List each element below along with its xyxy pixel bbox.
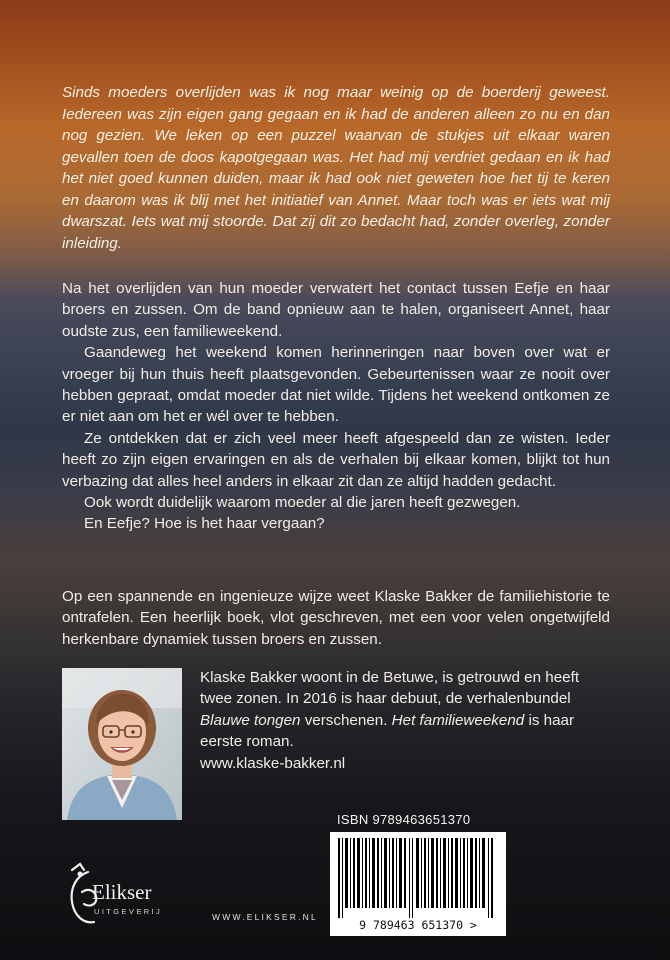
publisher-url[interactable]: WWW.ELIKSER.NL (212, 912, 318, 922)
bio-part-3: is haar eerste roman. (200, 711, 575, 751)
author-website[interactable]: www.klaske-bakker.nl (200, 754, 346, 772)
debut-title: Blauwe tongen (200, 711, 301, 729)
bio-part-2: verschenen. (300, 711, 392, 729)
isbn-barcode (330, 832, 506, 936)
author-bio (200, 667, 610, 774)
barcode-bars (338, 838, 498, 918)
book-title: Het familieweekend (391, 711, 525, 729)
blurb-paragraph-1: Na het overlijden van hun moeder verwatert het contact tussen Eefje en haar broers en zussen. Om de band opnieuw aan te halen, organiseert Annet, haar oudste zus, een familieweekend. (62, 280, 610, 340)
bio-part-1: Klaske Bakker woont in de Betuwe, is getrouwd en heeft twee zonen. In 2016 is haar debuut, de verhalenbundel (200, 669, 580, 708)
blurb-paragraph-4: Ook wordt duidelijk waarom moeder al die jaren heeft gezwegen. (84, 494, 521, 512)
blurb-paragraph-3: Ze ontdekken dat er zich veel meer heeft afgespeeld dan ze wisten. Ieder heeft zo zijn eigen ervaringen en als de verhalen bij elkaar komen, blijkt tot hun verbazing dat alles heel anders in elkaar zit dan ze altijd hadden gedacht. (62, 429, 610, 490)
barcode-digits: 9 789463 651370 > (359, 918, 477, 932)
publisher-subtitle: UITGEVERIJ (94, 907, 163, 916)
publisher-name: Elikser (92, 880, 152, 904)
blurb-paragraph-2: Gaandeweg het weekend komen herinneringen naar boven over wat er vroeger bij hun thuis heeft plaatsgevonden. Gebeurtenissen waar ze nooit over hebben gepraat, omdat moeder dat niet wilde. Tijdens het weekend ontkomen ze er niet aan om het er wél over te hebben. (62, 344, 610, 426)
author-photo (62, 668, 182, 820)
closing-review: Op een spannende en ingenieuze wijze weet Klaske Bakker de familiehistorie te ontrafelen. Een heerlijk boek, vlot geschreven, met een voor velen ongetwijfeld herkenbare dynamiek tussen broers en zussen. (62, 588, 610, 648)
book-blurb (62, 278, 610, 535)
isbn-label: ISBN 9789463651370 (337, 812, 471, 827)
blurb-paragraph-5: En Eefje? Hoe is het haar vergaan? (84, 515, 325, 533)
back-cover-quote: Sinds moeders overlijden was ik nog maar weinig op de boerderij geweest. Iedereen was zijn eigen gang gegaan en ik had de anderen alleen zo nu en dan nog gezien. We leken op een puzzel waarvan de stukjes uit elkaar waren gevallen toen de doos kapotgegaan was. Het had mij verdriet gedaan en ik had het niet goed kunnen duiden, maar ik had ook niet geweten hoe het tij te keren en daarom was ik blij met het initiatief van Annet. Maar toch was er iets wat mij dwarszat. Iets wat mij stoorde. Dat zij dit zo bedacht had, zonder overleg, zonder inleiding. (62, 84, 610, 252)
author-bio-text (200, 667, 610, 753)
